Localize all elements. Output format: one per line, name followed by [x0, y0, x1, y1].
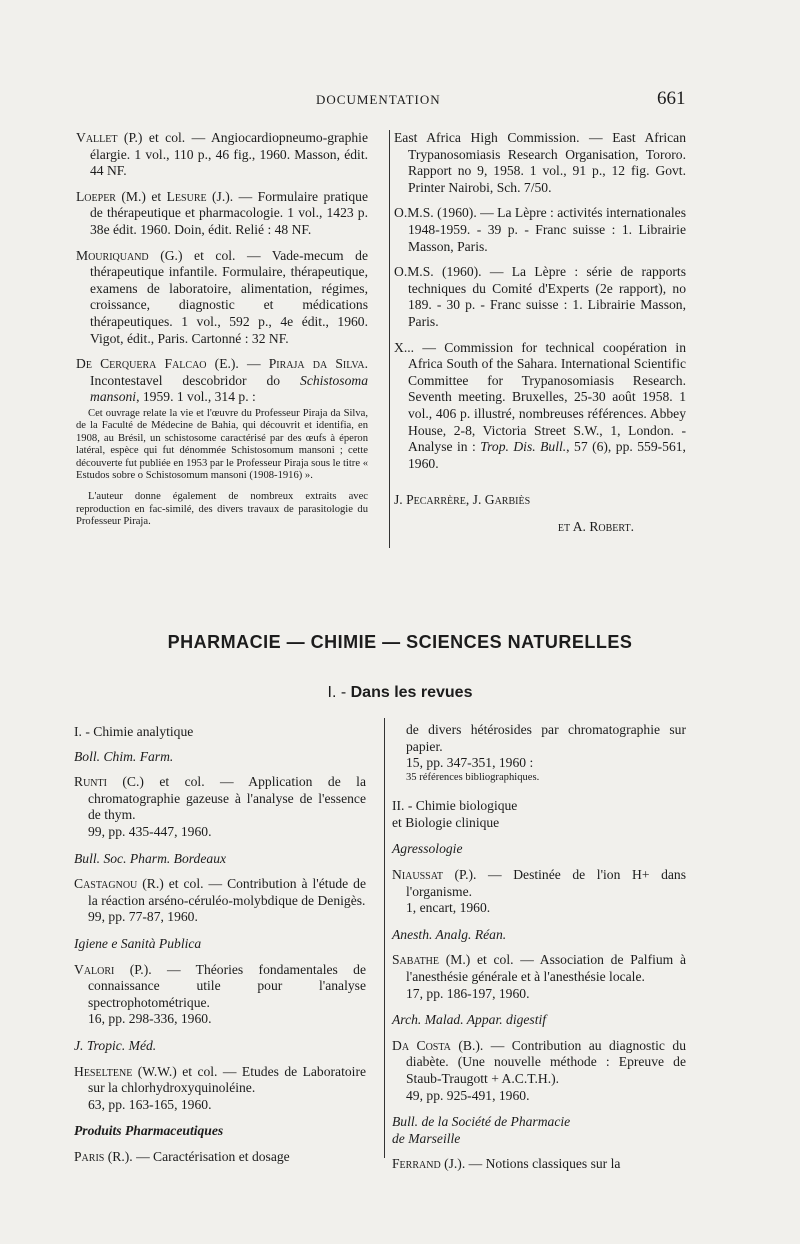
reference-entry: O.M.S. (1960). — La Lèpre : série de rapports techniques du Comité d'Experts (2e rapport), no 189. - 30 p. - Franc suisse : 1. Librairie Masson, Paris. [394, 264, 686, 329]
reference-entry [74, 876, 366, 909]
reference-entry [76, 356, 368, 406]
entry-text: , 1959. 1 vol., 314 p. : [136, 389, 256, 405]
entry-reference: 16, pp. 298-336, 1960. [88, 1011, 212, 1027]
entry-text: et col. — Contribution à l'étude de la réaction arséno-céruléo-molybdique de Denigès. [88, 876, 366, 908]
entry-reference: 99, pp. 435-447, 1960. [88, 823, 212, 839]
journal-title: Boll. Chim. Farm. [74, 748, 174, 764]
reference-entry [76, 130, 368, 180]
top-left-column [76, 130, 368, 538]
entry-author: Castagnou (R.) [74, 876, 164, 892]
entry-text: . — Théories fondamentales de connaissance utile pour l'analyse spectrophotométrique. [88, 961, 366, 1010]
signature-authors: et A. Robert. [557, 518, 634, 534]
reference-entry [76, 189, 368, 239]
reference-entry [392, 867, 686, 900]
journal-title: de Marseille [392, 1130, 461, 1146]
section-title: PHARMACIE — CHIMIE — SCIENCES NATURELLES [167, 632, 633, 652]
entry-continuation: de divers hétérosides par chromatographie sur papier. [406, 722, 686, 754]
signature-authors: J. Pecarrère, J. Garbiès [394, 492, 531, 508]
reference-entry [74, 1064, 366, 1097]
reference-entry [74, 1149, 366, 1166]
subsection-label: Dans les revues [350, 684, 473, 701]
entry-author: Runti (C.) [74, 774, 144, 790]
journal-title: Anesth. Analg. Réan. [392, 926, 507, 942]
entry-text: . — Destinée de l'ion H+ dans l'organisme. [406, 866, 686, 899]
entry-reference: 99, pp. 77-87, 1960. [88, 909, 198, 925]
journal-title: Agressologie [392, 841, 463, 857]
reference-entry [392, 1038, 686, 1088]
subsection-title [0, 684, 800, 702]
entry-text: . — Contribution au diagnostic du diabète. (Une nouvelle méthode : Epreuve de Staub-Traugott + A.C.T.H.). [406, 1037, 686, 1086]
journal-title: Arch. Malad. Appar. digestif [392, 1012, 547, 1028]
entry-italic: Schistosoma mansoni [90, 372, 368, 405]
entry-author: Heseltene (W.W.) [74, 1063, 177, 1079]
entry-author: Lesure (J.) [166, 188, 230, 204]
entry-author: Ferrand (J.) [392, 1156, 462, 1172]
entry-reference: 17, pp. 186-197, 1960. [406, 985, 530, 1001]
entry-author: Loeper (M.) [76, 188, 146, 204]
entry-reference: 1, encart, 1960. [406, 900, 491, 916]
category-heading: et Biologie clinique [392, 814, 500, 830]
page-number: 661 [657, 88, 686, 109]
bottom-left-column [74, 724, 366, 1165]
subsection-number: I. - [327, 684, 351, 701]
reference-entry [74, 962, 366, 1012]
reference-entry [76, 248, 368, 348]
entry-text: . Incontestavel descobridor do [90, 356, 368, 388]
reference-entry: East Africa High Commission. — East African Trypanosomiasis Research Organisation, Tororo. Rapport no 9, 1958. 1 vol., 91 p., 12 fig. Govt. Printer Nairobi, Sch. 7/50. [394, 130, 686, 195]
journal-title: Bull. de la Société de Pharmacie [392, 1114, 571, 1130]
entry-author: Niaussat (P.) [392, 866, 474, 882]
entry-text: et col. — Etudes de Laboratoire sur la chlorhydroxyquinoléine. [88, 1063, 366, 1096]
entry-text: . — Notions classiques sur la [461, 1156, 621, 1172]
entry-text: et col. — Vade-mecum de thérapeutique infantile. Formulaire, thérapeutique, examens de laboratoire, alimentation, régimes, croissance, diagnostic et médications thérapeutiques. 1 vol., 592 p., 4e édit., 1960. Vigot, édit., Paris. Cartonné : 32 NF. [90, 247, 369, 346]
entry-text: , 57 (6), pp. 559-561, 1960. [408, 439, 686, 471]
reference-entry [394, 340, 686, 473]
entry-italic: Trop. Dis. Bull. [480, 439, 567, 455]
entry-text: et col. — Angiocardiopneumo-graphie élargie. 1 vol., 110 p., 46 fig., 1960. Masson, édit. 44 NF. [90, 130, 368, 179]
column-divider [384, 718, 385, 1158]
reference-entry: O.M.S. (1960). — La Lèpre : activités internationales 1948-1959. - 39 p. - Franc suisse : 1. Librairie Masson, Paris. [394, 205, 686, 254]
entry-text: et [145, 188, 167, 204]
bottom-right-column [392, 722, 686, 1173]
entry-reference: 49, pp. 925-491, 1960. [406, 1087, 530, 1103]
note-paragraph: L'auteur donne également de nombreux extraits avec reproduction en fac-similé, des divers travaux de parasitologie du Professeur Piraja. [76, 491, 368, 528]
category-heading: I. - Chimie analytique [74, 724, 194, 739]
journal-title: Igiene e Sanità Publica [74, 935, 202, 951]
journal-title: Bull. Soc. Pharm. Bordeaux [74, 850, 227, 866]
entry-reference: 63, pp. 163-165, 1960. [88, 1096, 212, 1112]
running-header [0, 88, 800, 112]
entry-text: et col. — Application de la chromatographie gazeuse à l'analyse de l'essence de thym. [88, 774, 366, 823]
entry-text: et col. — Association de Palfium à l'anesthésie générale et à l'anesthésie locale. [406, 952, 686, 984]
reference-entry [392, 952, 686, 985]
entry-author: De Cerquera Falcao (E.) [76, 356, 236, 372]
entry-author: Valori (P.) [74, 961, 149, 977]
entry-reference: 15, pp. 347-351, 1960 : [406, 755, 534, 771]
entry-author: Mouriquand (G.) [76, 247, 183, 263]
entry-author: Da Costa (B.) [392, 1037, 480, 1053]
entry-text: X... — Commission for technical coopération in Africa South of the Sahara. International Scientific Committee for Trypanosomiasis Research. Seventh meeting. Bruxelles, 25-30 août 1958. 1 vol., 406 p. illustré, nombreuses références. Abbey House, 2-8, Victoria Street S.W., 1, London. - Analyse in : [394, 339, 686, 455]
journal-title: Produits Pharmaceutiques [74, 1123, 224, 1139]
entry-author: Vallet (P.) [76, 130, 143, 145]
reference-entry [392, 1156, 686, 1173]
entry-text: . — [235, 356, 269, 372]
entry-author: Piraja da Silva [268, 356, 365, 372]
column-divider [389, 130, 390, 548]
top-right-column [394, 130, 686, 544]
journal-title: J. Tropic. Méd. [74, 1037, 157, 1053]
category-heading: II. - Chimie biologique [392, 798, 518, 814]
note-paragraph: Cet ouvrage relate la vie et l'œuvre du Professeur Piraja da Silva, de la Faculté de Médecine de Bahia, qui découvrit et identifia, en 1908, au Brésil, un schistosome caractérisé par des œufs à éperon latéral, espèce qui fut dénommée Schistosomum mansoni ; cette découverte fut publiée en 1953 par le Professeur Piraja sous le titre « Estudos sobre o Schistosomum mansoni (1908-1916) ». [76, 407, 368, 481]
entry-text: . — Caractérisation et dosage [129, 1148, 290, 1164]
header-title: DOCUMENTATION [316, 92, 441, 107]
entry-text: . — Formulaire pratique de thérapeutique et pharmacologie. 1 vol., 1423 p. 38e édit. 1960. Doin, édit. Relié : 48 NF. [90, 188, 368, 237]
entry-author: Sabathe (M.) [392, 952, 471, 968]
reference-entry [74, 774, 366, 824]
note-paragraph: 35 références bibliographiques. [406, 771, 540, 783]
entry-author: Paris (R.) [74, 1148, 130, 1164]
